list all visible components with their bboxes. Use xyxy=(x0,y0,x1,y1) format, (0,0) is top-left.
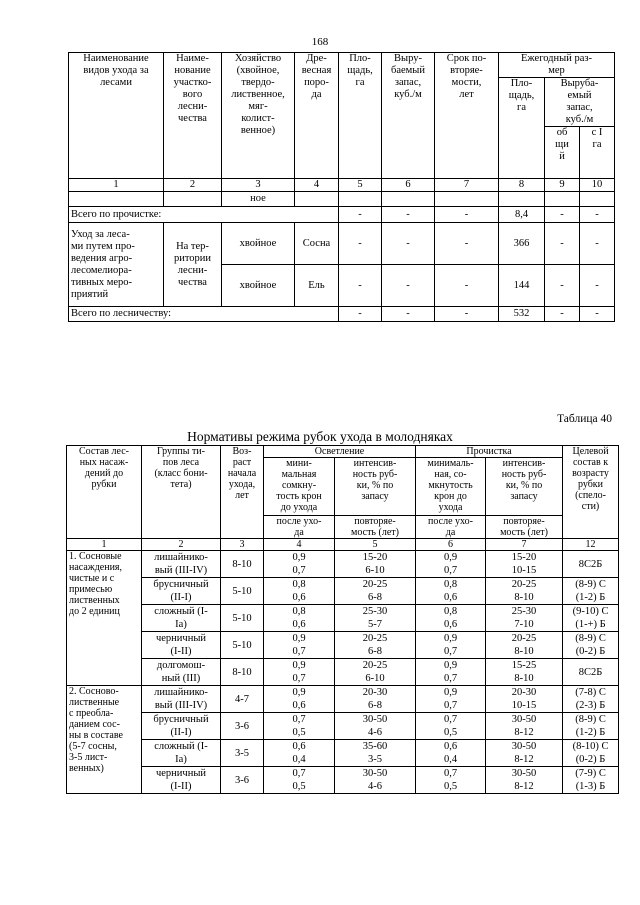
cell: - xyxy=(382,307,435,322)
lighting-intensity-cell: 20-25 6-8 xyxy=(335,578,416,605)
header-species: Дре- весная поро- да xyxy=(295,53,339,179)
header-forest-groups: Группы ти- пов леса (класс бони- тета) xyxy=(142,446,221,539)
cell: - xyxy=(545,265,580,307)
cleaning-closure-cell: 0,9 0,7 xyxy=(416,632,486,659)
forest-type-cell: сложный (I- Ia) xyxy=(142,605,221,632)
age-cell: 5-10 xyxy=(221,605,264,632)
cleaning-closure-cell: 0,7 0,5 xyxy=(416,767,486,794)
cell: - xyxy=(580,223,615,265)
cell: 8,4 xyxy=(499,207,545,223)
age-cell: 5-10 xyxy=(221,632,264,659)
table-row xyxy=(67,551,619,578)
lighting-closure-cell: 0,6 0,4 xyxy=(264,740,335,767)
cell: - xyxy=(435,307,499,322)
table-row xyxy=(67,659,619,686)
thinning-standards-table xyxy=(66,445,619,794)
cleaning-closure-cell: 0,8 0,6 xyxy=(416,605,486,632)
cell: - xyxy=(435,265,499,307)
lighting-intensity-cell: 20-30 6-8 xyxy=(335,686,416,713)
target-composition-cell: (9-10) С (1-+) Б xyxy=(563,605,619,632)
cleaning-closure-cell: 0,6 0,4 xyxy=(416,740,486,767)
col-num: 5 xyxy=(335,539,416,551)
age-cell: 5-10 xyxy=(221,578,264,605)
col-num: 6 xyxy=(382,179,435,192)
header-district: Наиме- нование участко- вого лесни- чества xyxy=(164,53,222,179)
cell: - xyxy=(339,223,382,265)
table-title: Нормативы режима рубок ухода в молодняках xyxy=(187,429,453,444)
target-composition-cell: (8-9) С (1-2) Б xyxy=(563,713,619,740)
column-number-row xyxy=(69,179,615,192)
lighting-intensity-cell: 35-60 3-5 xyxy=(335,740,416,767)
cleaning-intensity-cell: 20-30 10-15 xyxy=(486,686,563,713)
table-row xyxy=(67,686,619,713)
forest-type-cell: черничный (I-II) xyxy=(142,767,221,794)
species-cell: Ель xyxy=(295,265,339,307)
cell: - xyxy=(339,207,382,223)
header-repeat: Срок по- вторяе- мости, лет xyxy=(435,53,499,179)
lighting-intensity-cell: 15-20 6-10 xyxy=(335,551,416,578)
cleaning-closure-cell: 0,9 0,7 xyxy=(416,686,486,713)
header-composition: Состав лес- ных насаж- дений до рубки xyxy=(67,446,142,539)
cleaning-closure-cell: 0,9 0,7 xyxy=(416,551,486,578)
cell: - xyxy=(545,223,580,265)
age-cell: 8-10 xyxy=(221,551,264,578)
cleaning-closure-cell: 0,7 0,5 xyxy=(416,713,486,740)
total-district-row xyxy=(69,307,615,322)
cell: - xyxy=(545,207,580,223)
header-area: Пло- щадь, га xyxy=(339,53,382,179)
lighting-closure-cell: 0,9 0,6 xyxy=(264,686,335,713)
cleaning-intensity-cell: 15-25 8-10 xyxy=(486,659,563,686)
district-cell: На тер- ритории лесни- чества xyxy=(164,223,222,307)
continuation-row xyxy=(69,192,615,207)
target-composition-cell: 8С2Б xyxy=(563,551,619,578)
lighting-intensity-cell: 25-30 5-7 xyxy=(335,605,416,632)
col-num: 1 xyxy=(69,179,164,192)
table-row xyxy=(67,605,619,632)
total-cleaning-label: Всего по прочистке: xyxy=(69,207,339,223)
col-num: 7 xyxy=(435,179,499,192)
header-care-type: Наименование видов ухода за лесами xyxy=(69,53,164,179)
col-num: 2 xyxy=(142,539,221,551)
age-cell: 8-10 xyxy=(221,659,264,686)
cleaning-intensity-cell: 20-25 8-10 xyxy=(486,578,563,605)
header-intensity-2: интенсив- ность руб- ки, % по запасу xyxy=(486,458,563,516)
lighting-intensity-cell: 20-25 6-8 xyxy=(335,632,416,659)
group-name-cell: 2. Сосново- лиственные с преобла- данием сос- ны в составе (5-7 сосны, 3-5 лист- венных) xyxy=(67,686,142,794)
table-row xyxy=(67,740,619,767)
header-repeat-2: повторяе- мость (лет) xyxy=(486,516,563,539)
cell: - xyxy=(435,223,499,265)
col-num: 4 xyxy=(295,179,339,192)
header-lighting: Осветление xyxy=(264,446,416,458)
table-label: Таблица 40 xyxy=(557,413,612,425)
forest-type-cell: брусничный (II-I) xyxy=(142,713,221,740)
total-cleaning-row xyxy=(69,207,615,223)
cleaning-intensity-cell: 25-30 7-10 xyxy=(486,605,563,632)
cleaning-intensity-cell: 30-50 8-12 xyxy=(486,713,563,740)
age-cell: 4-7 xyxy=(221,686,264,713)
cell: - xyxy=(580,307,615,322)
farm-cell: хвойное xyxy=(222,223,295,265)
col-num: 7 xyxy=(486,539,563,551)
group-name-cell: 1. Сосновые насаждения, чистые и с примесью лиственных до 2 единиц xyxy=(67,551,142,686)
header-per-ha: с I га xyxy=(580,127,615,179)
cell: - xyxy=(580,265,615,307)
header-farm: Хозяйство (хвойное, твердо- лиственное, мяг- колист- венное) xyxy=(222,53,295,179)
target-composition-cell: (8-9) С (0-2) Б xyxy=(563,632,619,659)
forest-type-cell: брусничный (II-I) xyxy=(142,578,221,605)
column-number-row xyxy=(67,539,619,551)
cleaning-closure-cell: 0,9 0,7 xyxy=(416,659,486,686)
header-repeat: повторяе- мость (лет) xyxy=(335,516,416,539)
care-type-cell: Уход за леса- ми путем про- ведения агро- лесомелиора- тивных меро- приятий xyxy=(69,223,164,307)
page-number: 168 xyxy=(311,36,329,48)
age-cell: 3-5 xyxy=(221,740,264,767)
cell: - xyxy=(580,207,615,223)
lighting-intensity-cell: 30-50 4-6 xyxy=(335,713,416,740)
cell: - xyxy=(382,223,435,265)
lighting-closure-cell: 0,7 0,5 xyxy=(264,713,335,740)
table-row xyxy=(67,713,619,740)
table-row xyxy=(67,632,619,659)
col-num: 5 xyxy=(339,179,382,192)
header-annual: Ежегодный раз- мер xyxy=(499,53,615,78)
header-annual-stock: Выруба- емый запас, куб./м xyxy=(545,78,615,127)
col-num: 9 xyxy=(545,179,580,192)
header-target: Целевой состав к возрасту рубки (спело- сти) xyxy=(563,446,619,539)
forest-type-cell: лишайнико- вый (III-IV) xyxy=(142,686,221,713)
target-composition-cell: (8-10) С (0-2) Б xyxy=(563,740,619,767)
cell: - xyxy=(339,265,382,307)
forest-care-table xyxy=(68,52,615,322)
col-num: 8 xyxy=(499,179,545,192)
header-intensity: интенсив- ность руб- ки, % по запасу xyxy=(335,458,416,516)
cell: - xyxy=(545,307,580,322)
cell: 144 xyxy=(499,265,545,307)
target-composition-cell: 8С2Б xyxy=(563,659,619,686)
col-num: 3 xyxy=(221,539,264,551)
lighting-closure-cell: 0,7 0,5 xyxy=(264,767,335,794)
header-min-closure-2: минималь- ная, со- мкнутость крон до ухода xyxy=(416,458,486,516)
cleaning-intensity-cell: 30-50 8-12 xyxy=(486,740,563,767)
lighting-closure-cell: 0,9 0,7 xyxy=(264,551,335,578)
cleaning-closure-cell: 0,8 0,6 xyxy=(416,578,486,605)
header-total: об щи й xyxy=(545,127,580,179)
forest-type-cell: лишайнико- вый (III-IV) xyxy=(142,551,221,578)
lighting-closure-cell: 0,9 0,7 xyxy=(264,632,335,659)
target-composition-cell: (7-9) С (1-3) Б xyxy=(563,767,619,794)
table2-header-row xyxy=(67,446,619,458)
col-num: 10 xyxy=(580,179,615,192)
lighting-closure-cell: 0,9 0,7 xyxy=(264,659,335,686)
table-row xyxy=(67,578,619,605)
header-stock: Выру- баемый запас, куб./м xyxy=(382,53,435,179)
lighting-intensity-cell: 20-25 6-10 xyxy=(335,659,416,686)
age-cell: 3-6 xyxy=(221,713,264,740)
header-after-2: после ухо- да xyxy=(416,516,486,539)
table-row xyxy=(69,223,615,265)
cell: - xyxy=(382,207,435,223)
cell: 532 xyxy=(499,307,545,322)
col-num: 2 xyxy=(164,179,222,192)
col-num: 12 xyxy=(563,539,619,551)
lighting-intensity-cell: 30-50 4-6 xyxy=(335,767,416,794)
farm-cell: хвойное xyxy=(222,265,295,307)
lighting-closure-cell: 0,8 0,6 xyxy=(264,578,335,605)
cell: - xyxy=(339,307,382,322)
forest-type-cell: долгомош- ный (III) xyxy=(142,659,221,686)
target-composition-cell: (7-8) С (2-3) Б xyxy=(563,686,619,713)
cell: - xyxy=(382,265,435,307)
target-composition-cell: (8-9) С (1-2) Б xyxy=(563,578,619,605)
col-num: 3 xyxy=(222,179,295,192)
forest-type-cell: сложный (I- Ia) xyxy=(142,740,221,767)
header-min-closure: мини- мальная сомкну- тость крон до ухода xyxy=(264,458,335,516)
table1-header-row xyxy=(69,53,615,78)
header-annual-area: Пло- щадь, га xyxy=(499,78,545,179)
age-cell: 3-6 xyxy=(221,767,264,794)
cleaning-intensity-cell: 15-20 10-15 xyxy=(486,551,563,578)
forest-type-cell: черничный (I-II) xyxy=(142,632,221,659)
total-district-label: Всего по лесничеству: xyxy=(69,307,339,322)
cell: 366 xyxy=(499,223,545,265)
lighting-closure-cell: 0,8 0,6 xyxy=(264,605,335,632)
col-num: 4 xyxy=(264,539,335,551)
col-num: 1 xyxy=(67,539,142,551)
table-row xyxy=(67,767,619,794)
cleaning-intensity-cell: 20-25 8-10 xyxy=(486,632,563,659)
cell: - xyxy=(435,207,499,223)
header-cleaning: Прочистка xyxy=(416,446,563,458)
cleaning-intensity-cell: 30-50 8-12 xyxy=(486,767,563,794)
species-cell: Сосна xyxy=(295,223,339,265)
col-num: 6 xyxy=(416,539,486,551)
continuation-text: ное xyxy=(222,192,295,207)
header-after: после ухо- да xyxy=(264,516,335,539)
header-age: Воз- раст начала ухода, лет xyxy=(221,446,264,539)
